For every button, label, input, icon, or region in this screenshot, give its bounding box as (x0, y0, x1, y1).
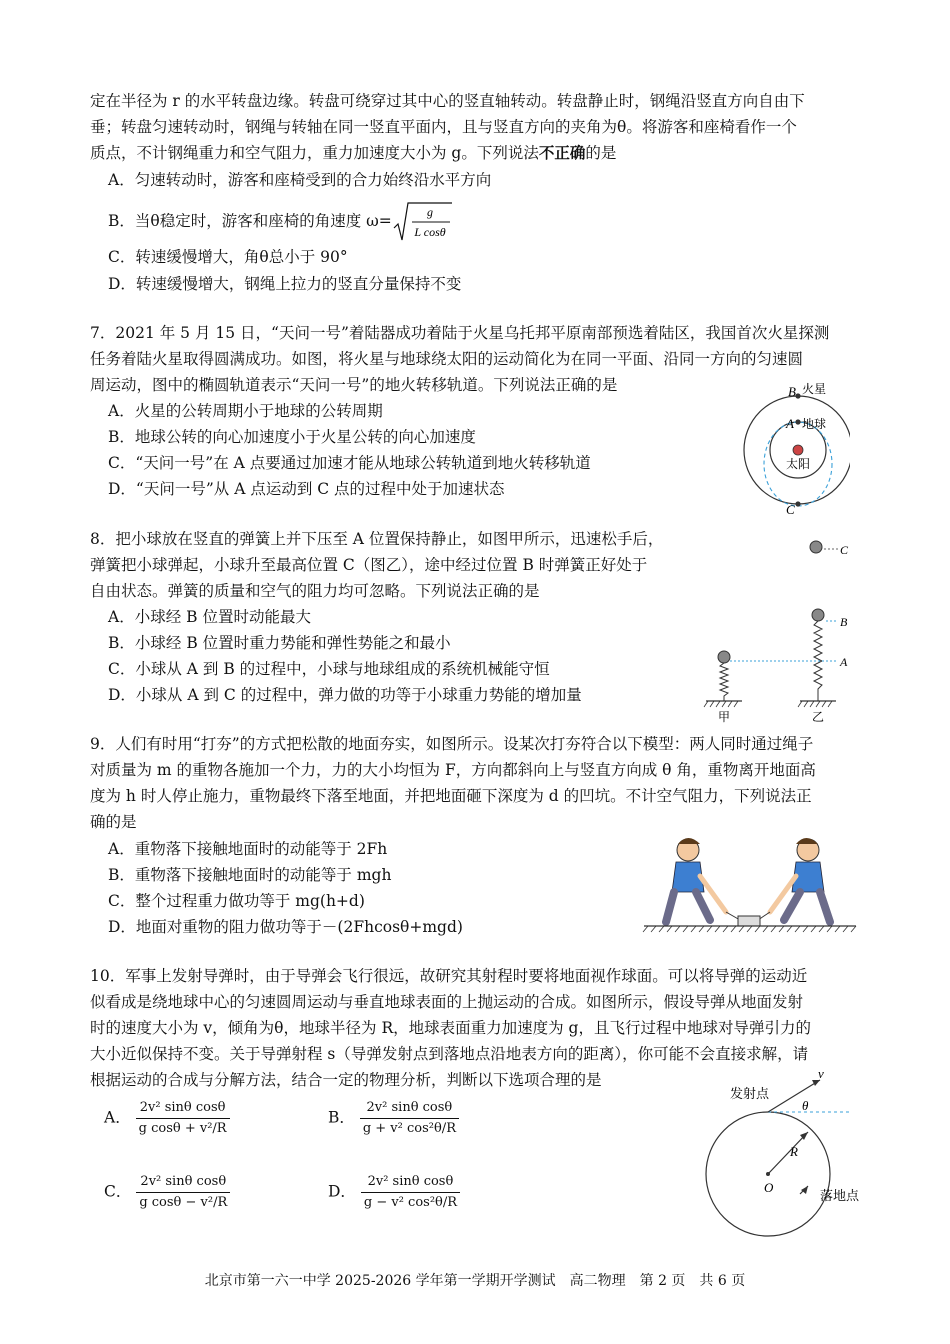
q10-earth-figure (700, 1066, 880, 1256)
ball-at-b (812, 609, 824, 621)
q10-a-label: A． (104, 1108, 131, 1127)
q6-option-c: C．转速缓慢增大，角θ总小于 90° (108, 248, 348, 266)
q7-orbit-figure (740, 378, 850, 520)
q8-option-c: C．小球从 A 到 B 的过程中，小球与地球组成的系统机械能守恒 (108, 660, 550, 678)
q6-b-den: L cosθ (414, 225, 446, 239)
q10-line-1: 10．军事上发射导弹时，由于导弹会飞行很远，故研究其射程时要将地面视作球面。可以将导弹的运动近 (90, 967, 808, 985)
label-earth: 地球 (802, 417, 827, 431)
label-o: O (764, 1180, 774, 1195)
q6-b-num: g (426, 205, 433, 219)
q9-option-c: C．整个过程重力做功等于 mg(h+d) (108, 892, 365, 910)
label-launch: 发射点 (730, 1086, 770, 1101)
q6-option-b-text: B．当θ稳定时，游客和座椅的角速度 ω= (108, 212, 392, 230)
earth-point (795, 419, 800, 424)
q8-line-2: 弹簧把小球弹起，小球升至最高位置 C（图乙），途中经过位置 B 时弹簧正好处于 (90, 556, 648, 574)
q10-d-label: D． (328, 1182, 356, 1201)
q10-c-num: 2v² sinθ cosθ (136, 1172, 230, 1193)
q10-option-b (328, 1098, 459, 1139)
q10-b-label: B． (328, 1108, 355, 1127)
q10-c-label: C． (104, 1182, 132, 1201)
q6-option-d: D．转速缓慢增大，钢绳上拉力的竖直分量保持不变 (108, 275, 462, 293)
q9-option-d: D．地面对重物的阻力做功等于－(2Fhcosθ+mgd) (108, 918, 463, 936)
q9-option-a: A．重物落下接触地面时的动能等于 2Fh (108, 840, 388, 858)
sun-icon (793, 445, 803, 455)
label-yi: 乙 (812, 710, 825, 724)
label-sun: 太阳 (786, 457, 811, 471)
sqrt-sign-icon (392, 200, 454, 244)
label-r: R (790, 1144, 798, 1159)
q9-line-4: 确的是 (90, 813, 137, 831)
q6-line-2: 垂；转盘匀速转动时，钢绳与转轴在同一竖直平面内，且与竖直方向的夹角为θ。将游客和座椅看作一个 (90, 118, 797, 136)
label-a: A (840, 655, 848, 669)
label-c: C (786, 502, 795, 517)
page-footer: 北京市第一六一中学 2025-2026 学年第一学期开学测试 高二物理 第 2 页 共 6 页 (204, 1273, 746, 1289)
q6-option-a: A．匀速转动时，游客和座椅受到的合力始终沿水平方向 (108, 171, 492, 189)
q6-option-b (108, 200, 454, 244)
q9-tamping-figure (640, 832, 860, 938)
q7-option-c: C．“天问一号”在 A 点要通过加速才能从地球公转轨道到地火转移轨道 (108, 454, 591, 472)
q6-line-1: 定在半径为 r 的水平转盘边缘。转盘可绕穿过其中心的竖直轴转动。转盘静止时，钢绳沿竖直方向自由下 (90, 92, 805, 110)
q7-option-b: B．地球公转的向心加速度小于火星公转的向心加速度 (108, 428, 476, 446)
label-v: v (818, 1066, 824, 1081)
q9-line-3: 度为 h 时人停止施力，重物最终下落至地面，并把地面砸下深度为 d 的凹坑。不计空气阻力，下列说法正 (90, 787, 812, 805)
q8-line-3: 自由状态。弹簧的质量和空气的阻力均可忽略。下列说法正确的是 (90, 582, 540, 600)
label-land: 落地点 (820, 1188, 860, 1203)
q10-b-den: g + v² cos²θ/R (362, 1121, 456, 1136)
q10-c-den: g cosθ − v²/R (139, 1195, 228, 1210)
label-a: A (786, 416, 794, 431)
q10-line-3: 时的速度大小为 v，倾角为θ，地球半径为 R，地球表面重力加速度为 g，且飞行过程中地球对导弹引力的 (90, 1019, 811, 1037)
ball-at-c (810, 541, 822, 553)
q6-line-3a: 质点，不计钢绳重力和空气阻力，重力加速度大小为 g。下列说法 (90, 144, 539, 162)
q8-option-b: B．小球经 B 位置时重力势能和弹性势能之和最小 (108, 634, 451, 652)
radius-arrow (768, 1132, 808, 1174)
q10-line-4: 大小近似保持不变。关于导弹射程 s（导弹发射点到落地点沿地表方向的距离），你可能不会直接求解，请 (90, 1045, 809, 1063)
q6-line-3 (90, 142, 616, 164)
q10-option-c (104, 1172, 230, 1213)
label-theta: θ (802, 1098, 809, 1113)
ball-at-a (718, 651, 730, 663)
q7-option-d: D．“天问一号”从 A 点运动到 C 点的过程中处于加速状态 (108, 480, 505, 498)
label-c: C (840, 543, 849, 557)
q10-a-num: 2v² sinθ cosθ (136, 1098, 230, 1119)
q8-option-d: D．小球从 A 到 C 的过程中，弹力做的功等于小球重力势能的增加量 (108, 686, 582, 704)
label-jia: 甲 (718, 710, 731, 724)
q10-option-d (328, 1172, 460, 1213)
q9-option-b: B．重物落下接触地面时的动能等于 mgh (108, 866, 392, 884)
q9-line-2: 对质量为 m 的重物各施加一个力，力的大小均恒为 F，方向都斜向上与竖直方向成 θ 角，重物离开地面高 (90, 761, 816, 779)
q9-line-1: 9．人们有时用“打夯”的方式把松散的地面夯实，如图所示。设某次打夯符合以下模型：两人同时通过绳子 (90, 735, 814, 753)
mars-point (795, 393, 800, 398)
label-mars: 火星 (802, 382, 827, 396)
q10-line-2: 似看成是绕地球中心的匀速圆周运动与垂直地球表面的上抛运动的合成。如图所示，假设导弹从地面发射 (90, 993, 804, 1011)
q7-line-2: 任务着陆火星取得圆满成功。如图，将火星与地球绕太阳的运动简化为在同一平面、沿同一方向的匀速圆 (90, 350, 804, 368)
q10-d-den: g − v² cos²θ/R (363, 1195, 458, 1210)
q10-d-num: 2v² sinθ cosθ (361, 1172, 460, 1193)
spring-jia (720, 663, 728, 701)
q7-line-1: 7．2021 年 5 月 15 日，“天问一号”着陆器成功着陆于火星乌托邦平原南部预选着陆区，我国首次火星探测 (90, 324, 830, 342)
q6-not-correct: 不正确 (538, 143, 586, 162)
q8-option-a: A．小球经 B 位置时动能最大 (108, 608, 311, 626)
q7-line-3: 周运动，图中的椭圆轨道表示“天问一号”的地火转移轨道。下列说法正确的是 (90, 376, 618, 394)
q8-line-1: 8．把小球放在竖直的弹簧上并下压至 A 位置保持静止，如图甲所示，迅速松手后， (90, 530, 664, 548)
q8-spring-figure (700, 535, 860, 725)
label-b: B (788, 384, 796, 399)
label-b: B (840, 615, 848, 629)
point-c (795, 501, 800, 506)
velocity-arrow (768, 1080, 820, 1112)
q10-a-den: g cosθ + v²/R (138, 1121, 227, 1136)
q7-option-a: A．火星的公转周期小于地球的公转周期 (108, 402, 383, 420)
q10-line-5: 根据运动的合成与分解方法，结合一定的物理分析，判断以下选项合理的是 (90, 1071, 602, 1089)
q10-b-num: 2v² sinθ cosθ (360, 1098, 459, 1119)
q6-line-3c: 的是 (585, 144, 617, 162)
heavy-weight (738, 916, 760, 926)
q10-option-a (104, 1098, 230, 1139)
